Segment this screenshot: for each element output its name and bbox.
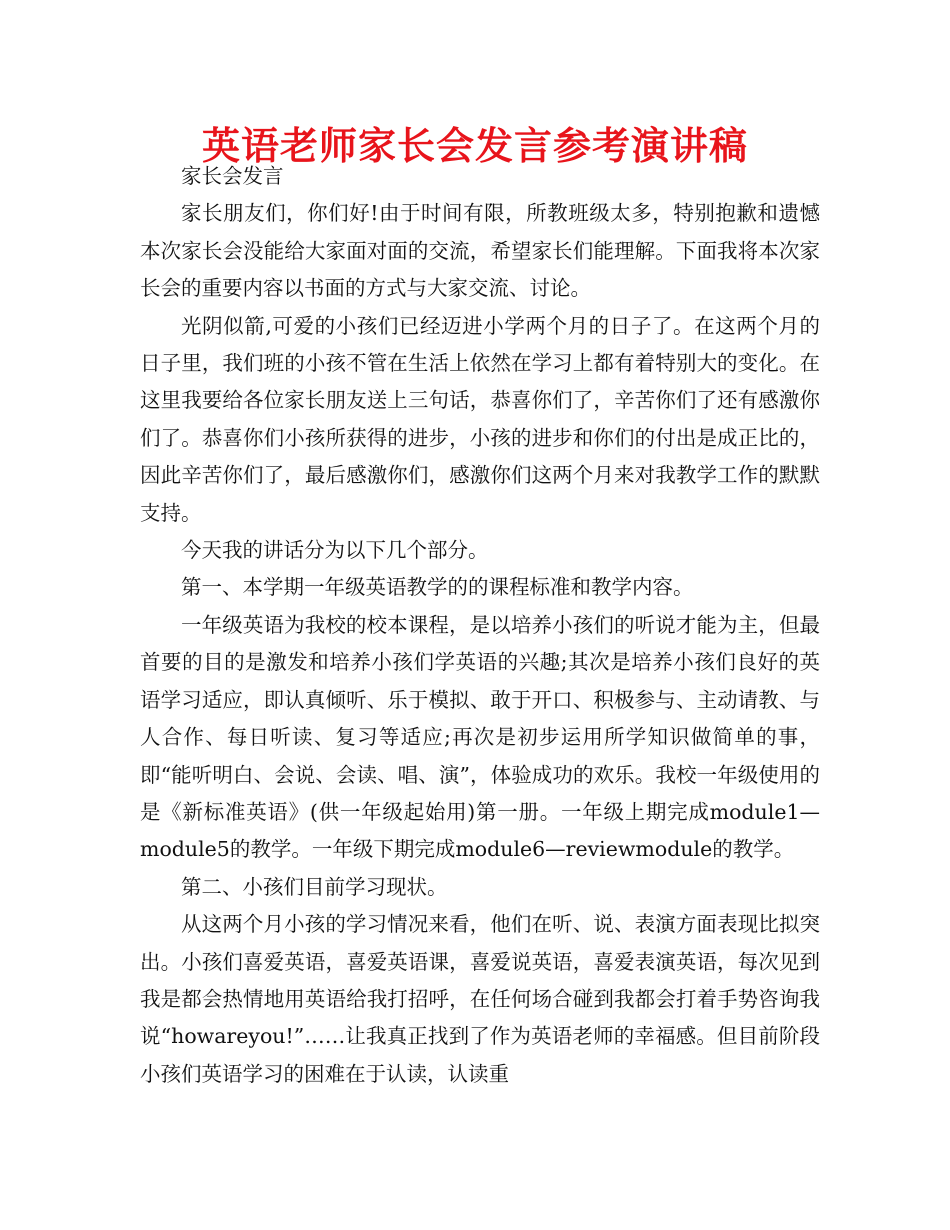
paragraph: 光阴似箭,可爱的小孩们已经迈进小学两个月的日子了。在这两个月的日子里，我们班的小孩不管在生活上依然在学习上都有着特别大的变化。在这里我要给各位家长朋友送上三句话，恭喜你们了，辛苦你们了还有感激你们了。恭喜你们小孩所获得的进步，小孩的进步和你们的付出是成正比的，因此辛苦你们了，最后感激你们，感激你们这两个月来对我教学工作的默默支持。 xyxy=(140,313,820,525)
paragraph-heading: 家长会发言 xyxy=(181,164,284,188)
paragraph: 家长朋友们，你们好!由于时间有限，所教班级太多，特别抱歉和遗憾本次家长会没能给大家面对面的交流，希望家长们能理解。下面我将本次家长会的重要内容以书面的方式与大家交流、讨论。 xyxy=(140,201,820,301)
paragraph: 一年级英语为我校的校本课程，是以培养小孩们的听说才能为主，但最首要的目的是激发和培养小孩们学英语的兴趣;其次是培养小孩们良好的英语学习适应，即认真倾听、乐于模拟、敢于开口、积极参与、主动请教、与人合作、每日听读、复习等适应;再次是初步运用所学知识做简单的事，即“能听明白、会说、会读、唱、演”，体验成功的欢乐。我校一年级使用的是《新标准英语》(供一年级起始用)第一册。一年级上期完成module1—module5的教学。一年级下期完成module6—reviewmodule的教学。 xyxy=(140,612,820,862)
document-body xyxy=(140,158,820,1093)
paragraph-section-heading: 第二、小孩们目前学习现状。 xyxy=(181,874,448,899)
paragraph-section-heading: 第一、本学期一年级英语教学的的课程标准和教学内容。 xyxy=(181,575,694,600)
document-title: 英语老师家长会发言参考演讲稿 xyxy=(201,123,748,168)
paragraph: 从这两个月小孩的学习情况来看，他们在听、说、表演方面表现比拟突出。小孩们喜爱英语，喜爱英语课，喜爱说英语，喜爱表演英语，每次见到我是都会热情地用英语给我打招呼，在任何场合碰到我都会打着手势咨询我说“howareyou!”……让我真正找到了作为英语老师的幸福感。但目前阶段小孩们英语学习的困难在于认读，认读重 xyxy=(140,912,820,1086)
paragraph: 今天我的讲话分为以下几个部分。 xyxy=(181,538,489,563)
